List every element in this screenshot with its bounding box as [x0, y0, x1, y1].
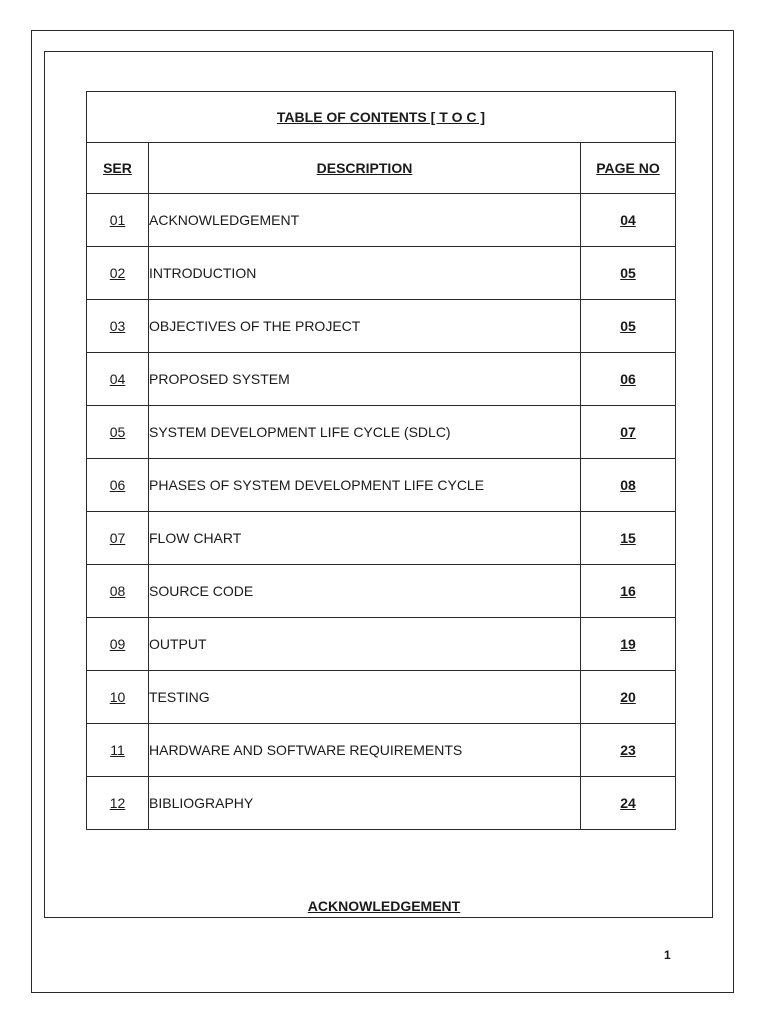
toc-row-ser: 01 [87, 194, 149, 247]
toc-row-page: 05 [580, 300, 675, 353]
toc-title: TABLE OF CONTENTS [ T O C ] [87, 92, 676, 143]
toc-title-row [87, 92, 676, 143]
header-ser: SER [87, 143, 149, 194]
toc-row-ser: 05 [87, 406, 149, 459]
toc-row-ser: 08 [87, 565, 149, 618]
toc-row-description: SOURCE CODE [149, 565, 581, 618]
toc-row-page: 08 [580, 459, 675, 512]
toc-row-page: 24 [580, 777, 675, 830]
toc-row-page: 19 [580, 618, 675, 671]
toc-row-ser: 03 [87, 300, 149, 353]
toc-row-page: 06 [580, 353, 675, 406]
toc-row-ser: 11 [87, 724, 149, 777]
toc-row-ser: 12 [87, 777, 149, 830]
next-section-heading: ACKNOWLEDGEMENT [307, 898, 461, 914]
toc-row-ser: 10 [87, 671, 149, 724]
toc-row-description: FLOW CHART [149, 512, 581, 565]
toc-row-ser: 02 [87, 247, 149, 300]
toc-row [87, 724, 676, 777]
toc-row [87, 406, 676, 459]
toc-row-page: 23 [580, 724, 675, 777]
toc-row [87, 459, 676, 512]
header-description: DESCRIPTION [149, 143, 581, 194]
toc-row [87, 353, 676, 406]
toc-row-description: PHASES OF SYSTEM DEVELOPMENT LIFE CYCLE [149, 459, 581, 512]
toc-row-description: OBJECTIVES OF THE PROJECT [149, 300, 581, 353]
toc-row [87, 512, 676, 565]
toc-row-description: HARDWARE AND SOFTWARE REQUIREMENTS [149, 724, 581, 777]
header-page-no: PAGE NO [580, 143, 675, 194]
toc-row-description: SYSTEM DEVELOPMENT LIFE CYCLE (SDLC) [149, 406, 581, 459]
toc-row [87, 194, 676, 247]
toc-row-page: 04 [580, 194, 675, 247]
page-number: 1 [664, 948, 671, 962]
toc-row-page: 07 [580, 406, 675, 459]
toc-row-ser: 06 [87, 459, 149, 512]
toc-row-description: ACKNOWLEDGEMENT [149, 194, 581, 247]
toc-row-description: INTRODUCTION [149, 247, 581, 300]
toc-row [87, 777, 676, 830]
toc-row-description: TESTING [149, 671, 581, 724]
toc-row-page: 15 [580, 512, 675, 565]
toc-row [87, 565, 676, 618]
toc-row-ser: 04 [87, 353, 149, 406]
toc-row [87, 618, 676, 671]
toc-row-description: BIBLIOGRAPHY [149, 777, 581, 830]
toc-row-ser: 07 [87, 512, 149, 565]
table-of-contents [86, 91, 676, 830]
toc-row [87, 671, 676, 724]
toc-row-description: OUTPUT [149, 618, 581, 671]
toc-row [87, 247, 676, 300]
toc-header-row [87, 143, 676, 194]
toc-row-ser: 09 [87, 618, 149, 671]
toc-row-description: PROPOSED SYSTEM [149, 353, 581, 406]
toc-row-page: 20 [580, 671, 675, 724]
toc-row [87, 300, 676, 353]
toc-row-page: 05 [580, 247, 675, 300]
toc-row-page: 16 [580, 565, 675, 618]
